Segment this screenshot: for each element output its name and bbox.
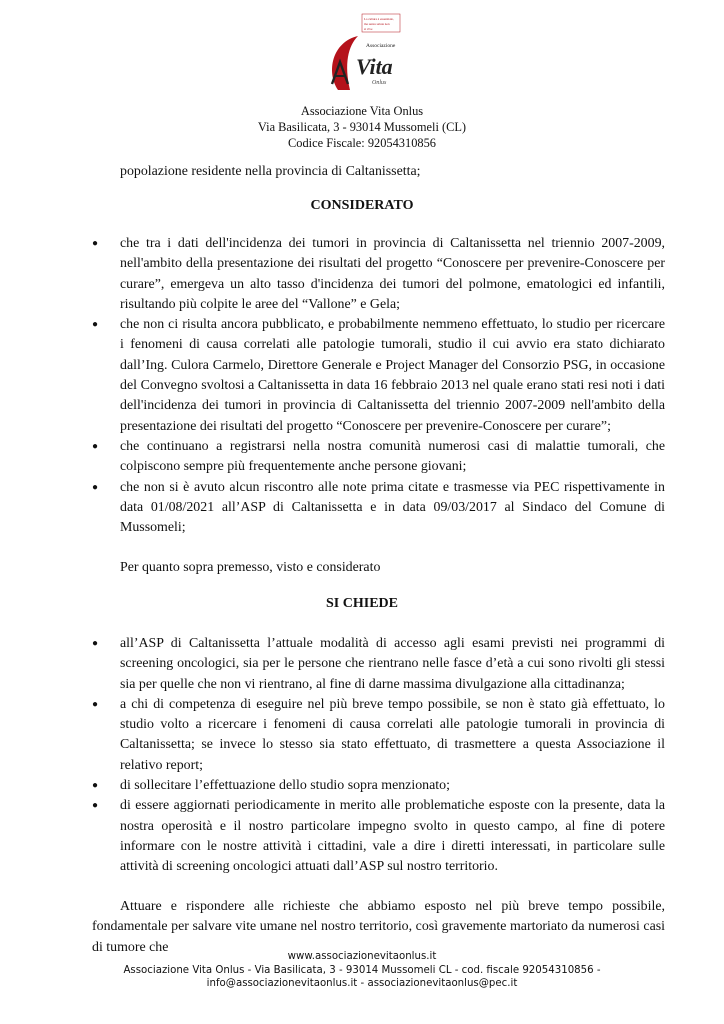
logo-tagline-text: La cultura è essenziale, xyxy=(364,17,394,21)
footer-website[interactable]: www.associazionevitaonlus.it xyxy=(287,951,437,962)
heading-considerato: CONSIDERATO xyxy=(310,198,414,213)
bullet-icon: ● xyxy=(92,481,99,493)
logo-word-vita: Vita xyxy=(356,54,393,79)
list-item xyxy=(92,634,665,695)
list-item xyxy=(92,234,665,315)
list-item xyxy=(92,695,665,776)
closing-paragraph: Attuare e rispondere alle richieste che abbiamo esposto nel più breve tempo possibile, fondamentale per salvare vite umane nel nostro territorio, così gravemente martoriato da numerosi casi di tumore che xyxy=(92,899,665,955)
association-logo xyxy=(318,12,408,94)
letterhead xyxy=(0,103,724,151)
list-item-text: che continuano a registrarsi nella nostra comunità numerosi casi di malattie tumorali, che colpiscono sempre più frequentemente anche persone giovani; xyxy=(120,438,665,475)
intro-text: popolazione residente nella provincia di Caltanissetta; xyxy=(120,164,421,179)
bullet-icon: ● xyxy=(92,800,99,812)
page-footer xyxy=(0,950,724,991)
bullet-icon: ● xyxy=(92,638,99,649)
list-item xyxy=(92,796,665,877)
bullet-icon: ● xyxy=(92,238,99,249)
list-item-text: che non ci risulta ancora pubblicato, e probabilmente nemmeno effettuato, lo studio per ricercare i fenomeni di causa correlati alle patologie tumorali, studio il cui avvio era stato dichiarato dall’Ing. Culora Carmelo, Direttore Generale e Project Manager del Consorzio PSG, in occasione del Convegno svoltosi a Caltanissetta in data 16 febbraio 2013 nel quale erano stati resi noti i dati dell'incidenza dei tumori in provincia di Caltanissetta del triennio 2007-2009 nell'ambito della presentazione dei risultati del progetto “Conoscere per prevenire-Conoscere per curare”; xyxy=(120,317,665,434)
list-item-text: di essere aggiornati periodicamente in merito alle problematiche esposte con la presente, data la nostra operosità e il nostro particolare impegno svolto in questo campo, al fine di potere informare con le nostre attività i cittadini, vale a dire i diretti interessati, in particolare sulle attività di screening oncologici attuati dall’ASP sul nostro territorio. xyxy=(120,798,665,875)
bullet-icon: ● xyxy=(92,780,99,792)
list-item-text: a chi di competenza di eseguire nel più breve tempo possibile, se non è stato già effettuato, lo studio volto a ricercare i fenomeni di causa correlati alle patologie tumorali in provincia di Caltanissetta; se invece lo stesso sia stato effettuato, di trasmettere a questa Associazione il relativo report; xyxy=(120,696,665,773)
list-item xyxy=(92,437,665,478)
list-item xyxy=(92,776,665,796)
logo-word-associazione: Associazione xyxy=(366,43,396,49)
association-address: Via Basilicata, 3 - 93014 Mussomeli (CL) xyxy=(257,120,467,134)
association-name: Associazione Vita Onlus xyxy=(300,104,424,118)
bullet-icon: ● xyxy=(92,440,99,452)
list-item xyxy=(92,478,665,539)
logo-graphic xyxy=(318,12,408,94)
footer-emails[interactable]: info@associazionevitaonlus.it - associazionevitaonlus@pec.it xyxy=(206,978,518,989)
considerato-list xyxy=(92,234,665,538)
bullet-icon: ● xyxy=(92,698,99,710)
list-item-text: che non si è avuto alcun riscontro alle note prima citate e trasmesse via PEC rispettivamente in data 01/08/2021 all’ASP di Caltanissetta e in data 09/03/2017 al Sindaco del Comune di Mussomeli; xyxy=(120,479,665,536)
premessa-text: Per quanto sopra premesso, visto e considerato xyxy=(120,560,381,575)
list-item xyxy=(92,315,665,437)
list-item-text: all’ASP di Caltanissetta l’attuale modalità di accesso agli esami previsti nei programmi di screening oncologici, sia per le persone che rientrano nelle fasce d’età a cui sono rivolti gli stessi sia per quelle che non vi rientrano, al fine di darne massima divulgazione alla cittadinanza; xyxy=(120,636,665,692)
svg-text:ma senza salute non: ma senza salute non xyxy=(364,22,390,26)
association-fiscal-code: Codice Fiscale: 92054310856 xyxy=(288,136,436,150)
list-item-text: di sollecitare l’effettuazione dello studio sopra menzionato; xyxy=(120,778,450,794)
bullet-icon: ● xyxy=(92,319,99,331)
footer-address: Associazione Vita Onlus - Via Basilicata, 3 - 93014 Mussomeli CL - cod. fiscale 92054310856 - xyxy=(123,964,601,976)
si-chiede-list xyxy=(92,634,665,878)
heading-si-chiede: SI CHIEDE xyxy=(326,596,398,611)
list-item-text: che tra i dati dell'incidenza dei tumori in provincia di Caltanissetta nel triennio 2007-2009, nell'ambito della presentazione dei risultati del progetto “Conoscere per prevenire-Conoscere per curare”, emergeva un alto tasso d'incidenza dei tumori del polmone, ematologici ed infantili, risultando più colpite le aree del “Vallone” e Gela; xyxy=(120,236,665,312)
svg-text:si vive: si vive xyxy=(364,27,373,31)
logo-word-onlus: Onlus xyxy=(372,80,387,86)
